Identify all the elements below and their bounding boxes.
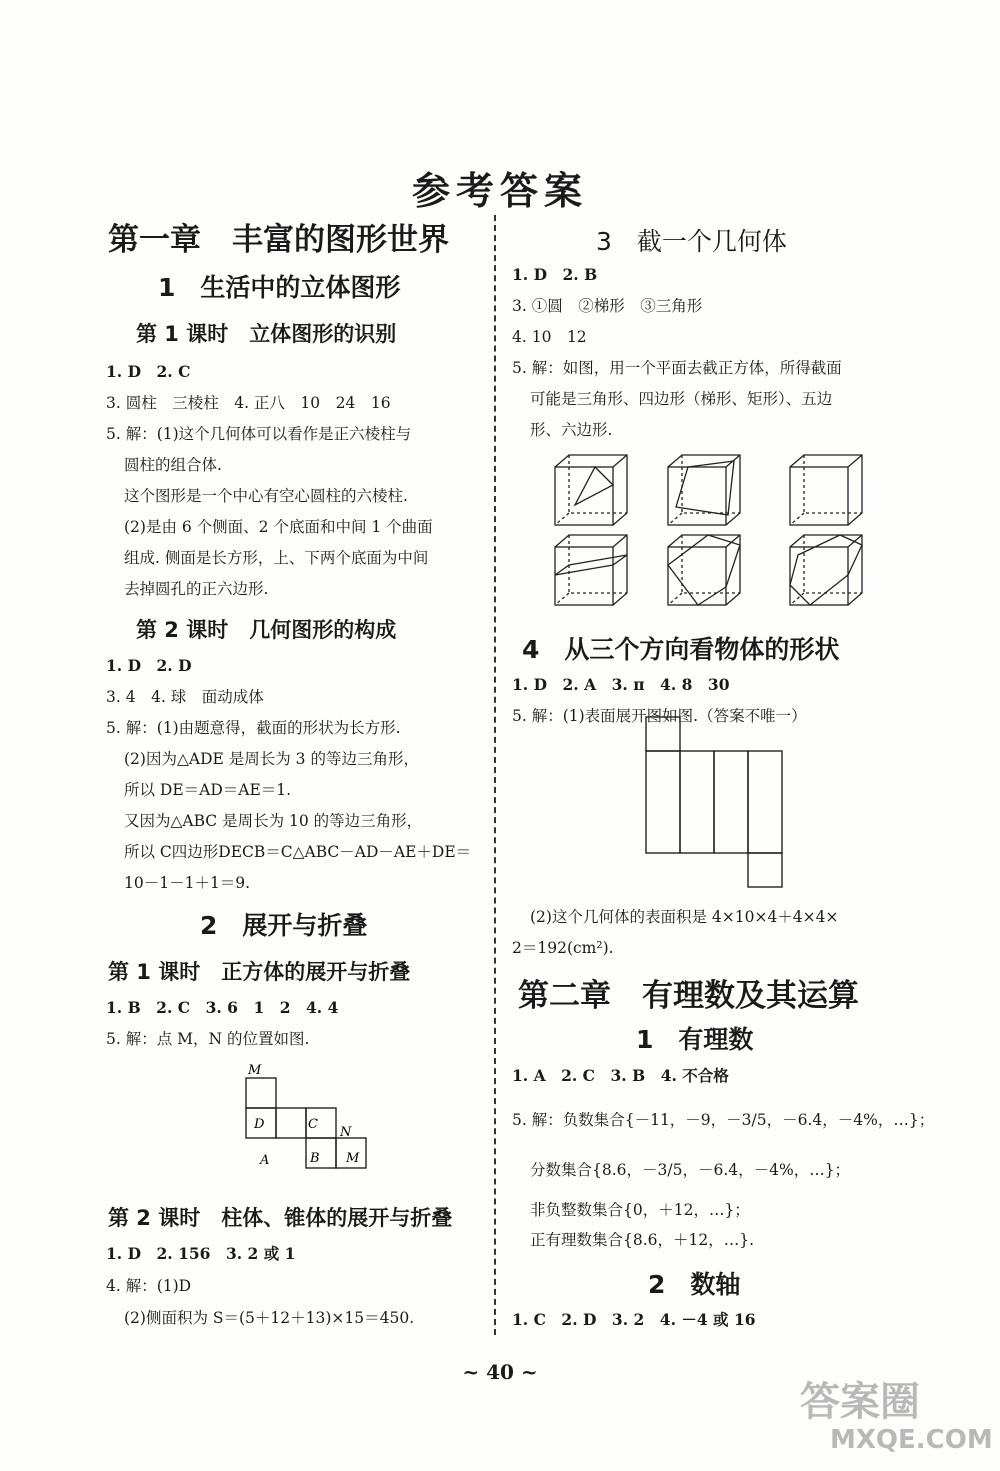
ornament-left-icon: ~ <box>462 1360 487 1384</box>
answer-line: 5. 解：点 M，N 的位置如图. <box>106 1030 310 1048</box>
surface-net-figure <box>640 712 790 892</box>
section-heading-1-1: 1 生活中的立体图形 <box>158 273 401 302</box>
answer-line: 可能是三角形、四边形（梯形、矩形）、五边 <box>530 390 833 408</box>
net-label: B <box>310 1151 320 1166</box>
section-heading-1-2: 2 展开与折叠 <box>200 911 368 940</box>
page-number: ~ 40 ~ <box>462 1360 538 1384</box>
section-heading-1-3: 3 截一个几何体 <box>596 227 787 256</box>
answer-line: 3. 4 4. 球 面动成体 <box>106 688 264 706</box>
lesson-heading-4: 第 2 课时 柱体、锥体的展开与折叠 <box>108 1206 453 1230</box>
cube-net-figure <box>230 1060 390 1190</box>
column-divider <box>494 215 496 1335</box>
answer-line: 1. D 2. C <box>106 362 191 381</box>
lesson-heading-1: 第 1 课时 立体图形的识别 <box>136 322 397 346</box>
answer-line: 正有理数集合{8.6，＋12，…}. <box>530 1231 755 1249</box>
answer-line: 5. 解：(1)这个几何体可以看作是正六棱柱与 <box>106 425 412 443</box>
answer-line: 这个图形是一个中心有空心圆柱的六棱柱. <box>124 487 408 505</box>
page-title: 参考答案 <box>411 169 588 213</box>
section-heading-1-4: 4 从三个方向看物体的形状 <box>522 635 840 664</box>
watermark-url: MXQE.COM <box>830 1425 993 1455</box>
net-label: D <box>254 1117 265 1132</box>
section-heading-2-2: 2 数轴 <box>648 1270 741 1299</box>
net-label: C <box>308 1117 318 1132</box>
answer-line: 又因为△ABC 是周长为 10 的等边三角形， <box>124 812 423 830</box>
answer-line: 1. D 2. 156 3. 2 或 1 <box>106 1244 296 1263</box>
answer-line: 去掉圆孔的正六边形. <box>124 580 269 598</box>
net-label: N <box>340 1125 352 1140</box>
net-label: A <box>260 1153 270 1168</box>
answer-line: 3. 圆柱 三棱柱 4. 正八 10 24 16 <box>106 394 391 412</box>
answer-line: 1. D 2. D <box>106 656 192 675</box>
answer-line: 所以 C四边形DECB＝C△ABC－AD－AE＋DE＝ <box>124 843 472 861</box>
answer-line: 形、六边形. <box>530 421 613 439</box>
answer-line: 1. A 2. C 3. B 4. 不合格 <box>512 1066 729 1085</box>
answer-line: (2)因为△ADE 是周长为 3 的等边三角形， <box>124 750 419 768</box>
ornament-right-icon: ~ <box>513 1360 538 1384</box>
answer-line: 非负整数集合{0，＋12，…}； <box>530 1201 750 1219</box>
net-label: M <box>346 1151 360 1166</box>
answer-line: 1. C 2. D 3. 2 4. －4 或 16 <box>512 1310 756 1329</box>
answer-line: 1. D 2. A 3. π 4. 8 30 <box>512 675 730 694</box>
chapter-heading-2: 第二章 有理数及其运算 <box>518 978 859 1014</box>
answer-line: 组成. 侧面是长方形，上、下两个底面为中间 <box>124 549 429 567</box>
answer-line: 所以 DE＝AD＝AE＝1. <box>124 781 292 799</box>
answer-line: 5. 解：(1)表面展开图如图.（答案不唯一） <box>512 707 807 725</box>
answer-line: (2)是由 6 个侧面、2 个底面和中间 1 个曲面 <box>124 518 433 536</box>
answer-line: 4. 10 12 <box>512 328 587 346</box>
watermark-logo: 答案圈 <box>800 1379 920 1425</box>
answer-line: 分数集合{8.6，－3/5，－6.4，－4%，…}； <box>530 1161 851 1179</box>
lesson-heading-3: 第 1 课时 正方体的展开与折叠 <box>108 960 411 984</box>
cube-sections-figure <box>550 450 880 610</box>
section-heading-2-1: 1 有理数 <box>636 1025 754 1054</box>
answer-line: 5. 解：负数集合{－11，－9，－3/5，－6.4，－4%，…}； <box>512 1111 935 1129</box>
answer-line: 2＝192(cm²). <box>512 939 614 957</box>
answer-line: 1. B 2. C 3. 6 1 2 4. 4 <box>106 998 339 1017</box>
answer-line: 圆柱的组合体. <box>124 456 222 474</box>
answer-line: 5. 解：如图，用一个平面去截正方体，所得截面 <box>512 359 842 377</box>
lesson-heading-2: 第 2 课时 几何图形的构成 <box>136 618 397 642</box>
net-label: M <box>248 1063 262 1078</box>
answer-line: 4. 解：(1)D <box>106 1277 192 1295</box>
answer-line: 10－1－1＋1＝9. <box>124 874 251 892</box>
chapter-heading-1: 第一章 丰富的图形世界 <box>108 222 449 258</box>
answer-line: (2)侧面积为 S＝(5＋12＋13)×15＝450. <box>124 1309 415 1327</box>
answer-line: 3. ①圆 ②梯形 ③三角形 <box>512 297 703 315</box>
answer-line: (2)这个几何体的表面积是 4×10×4＋4×4× <box>530 908 839 926</box>
answer-line: 5. 解：(1)由题意得，截面的形状为长方形. <box>106 719 401 737</box>
answer-line: 1. D 2. B <box>512 265 598 284</box>
